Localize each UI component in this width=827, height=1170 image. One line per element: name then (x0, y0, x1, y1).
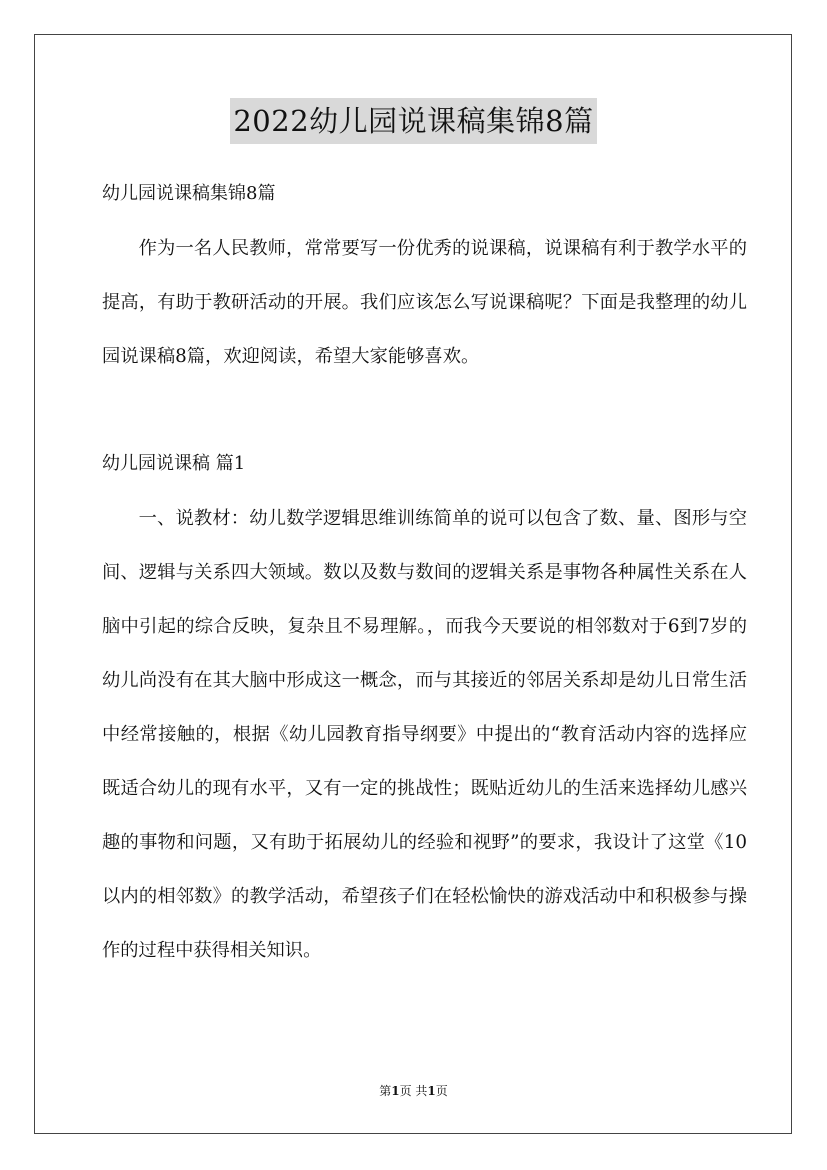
intro-paragraph: 作为一名人民教师，常常要写一份优秀的说课稿，说课稿有利于教学水平的提高，有助于教研活动的开展。我们应该怎么写说课稿呢？下面是我整理的幼儿园说课稿8篇，欢迎阅读，希望大家能够喜欢。 (102, 238, 747, 367)
footer-total-pages: 1 (427, 1084, 436, 1098)
section-paragraph: 一、说教材：幼儿数学逻辑思维训练简单的说可以包含了数、量、图形与空间、逻辑与关系四大领域。数以及数与数间的逻辑关系是事物各种属性关系在人脑中引起的综合反映，复杂且不易理解。，而我今天要说的相邻数对于6到7岁的幼儿尚没有在其大脑中形成这一概念，而与其接近的邻居关系却是幼儿日常生活中经常接触的，根据《幼儿园教育指导纲要》中提出的“教育活动内容的选择应既适合幼儿的现有水平，又有一定的挑战性；既贴近幼儿的生活来选择幼儿感兴趣的事物和问题，又有助于拓展幼儿的经验和视野”的要求，我设计了这堂《10以内的相邻数》的教学活动，希望孩子们在轻松愉快的游戏活动中和积极参与操作的过程中获得相关知识。 (102, 508, 747, 961)
document-subtitle: 幼儿园说课稿集锦8篇 (102, 183, 276, 204)
footer-prefix: 第 (379, 1084, 392, 1098)
page-footer (0, 1082, 827, 1100)
footer-current-page: 1 (391, 1084, 400, 1098)
section-heading: 幼儿园说课稿 篇1 (102, 453, 246, 474)
document-title: 2022幼儿园说课稿集锦8篇 (230, 98, 596, 144)
footer-suffix: 页 (435, 1084, 448, 1098)
title-container (0, 98, 827, 144)
footer-middle: 页 共 (399, 1084, 428, 1098)
